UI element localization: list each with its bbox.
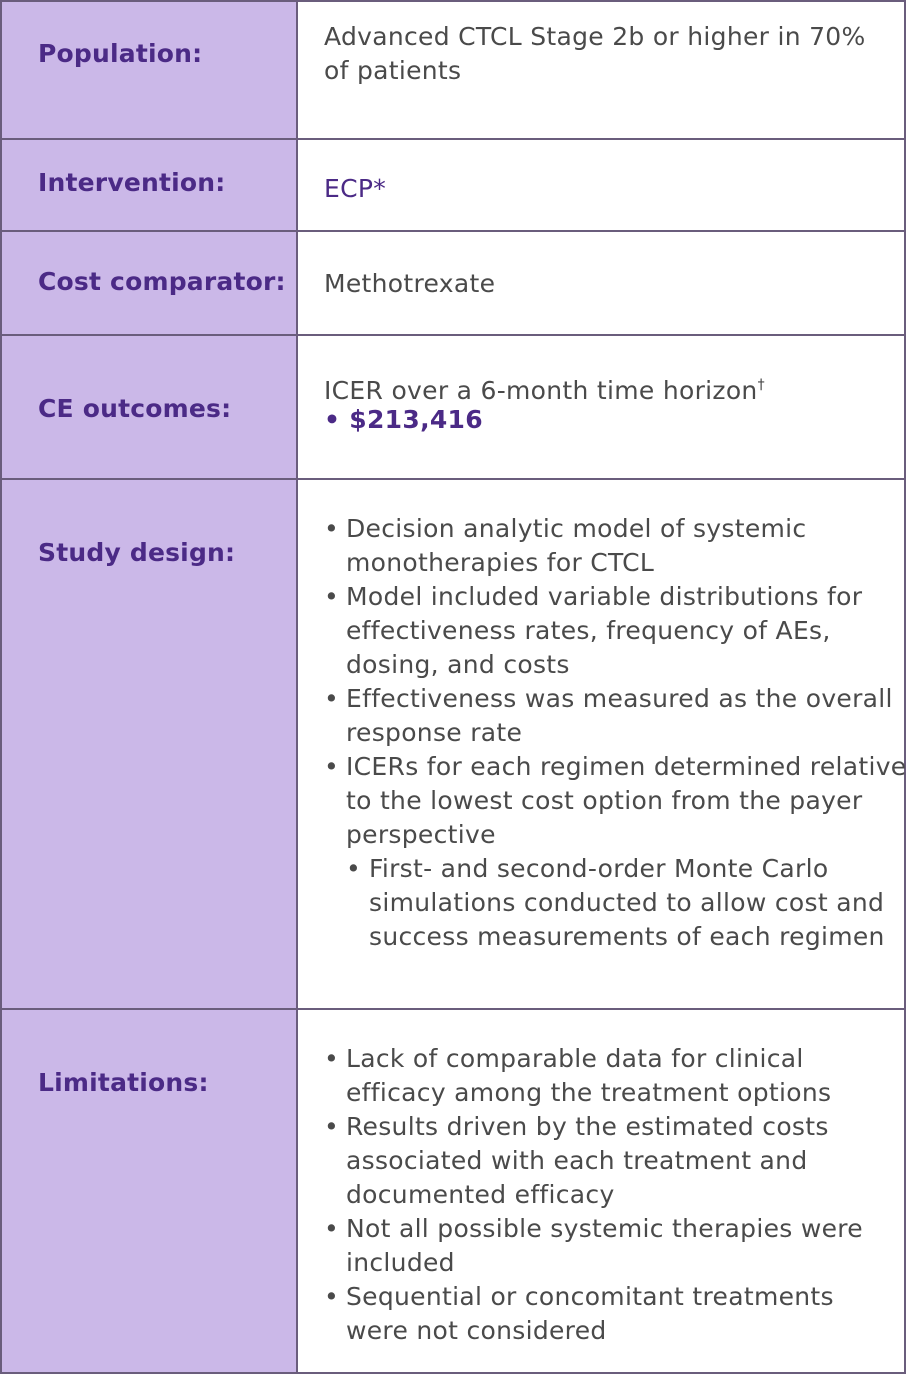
population-value-cell [298,0,906,140]
list-item [324,750,906,852]
list-item-line: Decision analytic model of systemic [346,514,807,543]
row-intervention [0,140,906,232]
study-design-label: Study design: [38,538,236,567]
population-value [324,20,900,88]
list-item [324,1042,900,1110]
limitations-list [324,1042,900,1348]
limitations-label-cell [0,1010,298,1374]
population-line: Advanced CTCL Stage 2b or higher in 70% [324,22,866,51]
bullet-glyph: • [324,752,340,781]
limitations-value [324,1042,900,1348]
row-study-design [0,480,906,1010]
bullet-glyph: • [324,1214,340,1243]
list-item-line: were not considered [346,1316,607,1345]
cost-comparator-label-cell [0,232,298,336]
study-design-value [324,512,906,954]
list-item [324,1212,900,1280]
ce-outcomes-label: CE outcomes: [38,394,232,423]
list-item-line: dosing, and costs [346,650,570,679]
intervention-label: Intervention: [38,168,226,197]
row-cost-comparator [0,232,906,336]
list-item-line: Not all possible systemic therapies were [346,1214,863,1243]
list-item [324,1110,900,1212]
list-item-line: monotherapies for CTCL [346,548,655,577]
list-item-line: documented efficacy [346,1180,615,1209]
intervention-value: ECP* [324,174,387,203]
bullet-glyph: • [324,1282,340,1311]
cost-comparator-value: Methotrexate [324,269,496,298]
list-item-line: simulations conducted to allow cost and [369,888,885,917]
limitations-value-cell [298,1010,906,1374]
list-item [324,580,900,682]
list-item-line: Sequential or concomitant treatments [346,1282,834,1311]
bullet-glyph: • [346,854,362,883]
footnote-dagger: † [757,377,765,393]
ce-outcomes-text-line [324,368,900,408]
bullet-glyph: • [324,514,340,543]
study-design-value-cell [298,480,906,1010]
ce-outcomes-label-cell [0,336,298,480]
intervention-value-cell [298,140,906,232]
cost-comparator-label: Cost comparator: [38,267,286,296]
population-label: Population: [38,39,203,68]
sub-list-item [324,852,900,954]
intervention-label-cell [0,140,298,232]
ce-outcomes-text: ICER over a 6-month time horizon [324,376,758,405]
list-item [324,512,900,580]
population-line: of patients [324,56,462,85]
cost-comparator-value-cell [298,232,906,336]
list-item-line: associated with each treatment and [346,1146,808,1175]
list-item-line: efficacy among the treatment options [346,1078,832,1107]
row-ce-outcomes [0,336,906,480]
list-item-line: Effectiveness was measured as the overall [346,684,893,713]
list-item [324,1280,900,1348]
list-item-line: Results driven by the estimated costs [346,1112,829,1141]
row-population [0,0,906,140]
ce-outcomes-value-cell [298,336,906,480]
list-item-line: perspective [346,820,496,849]
list-item-line: Lack of comparable data for clinical [346,1044,804,1073]
ce-outcomes-value [324,368,900,432]
list-item-line: success measurements of each regimen [369,922,885,951]
row-limitations [0,1010,906,1374]
bullet-glyph: • [324,1044,340,1073]
bullet-glyph: • [324,582,340,611]
list-item-line: effectiveness rates, frequency of AEs, [346,616,831,645]
bullet-glyph: • [324,1112,340,1141]
population-label-cell [0,0,298,140]
list-item-line: to the lowest cost option from the payer [346,786,863,815]
list-item-line: included [346,1248,455,1277]
list-item-line: First- and second-order Monte Carlo [369,854,829,883]
limitations-label: Limitations: [38,1068,209,1097]
icer-value: • $213,416 [324,405,483,434]
study-design-label-cell [0,480,298,1010]
study-design-list [324,512,906,954]
list-item-line: Model included variable distributions for [346,582,863,611]
bullet-glyph: • [324,684,340,713]
list-item-line: response rate [346,718,523,747]
list-item-line: ICERs for each regimen determined relative [346,752,906,781]
list-item [324,682,900,750]
